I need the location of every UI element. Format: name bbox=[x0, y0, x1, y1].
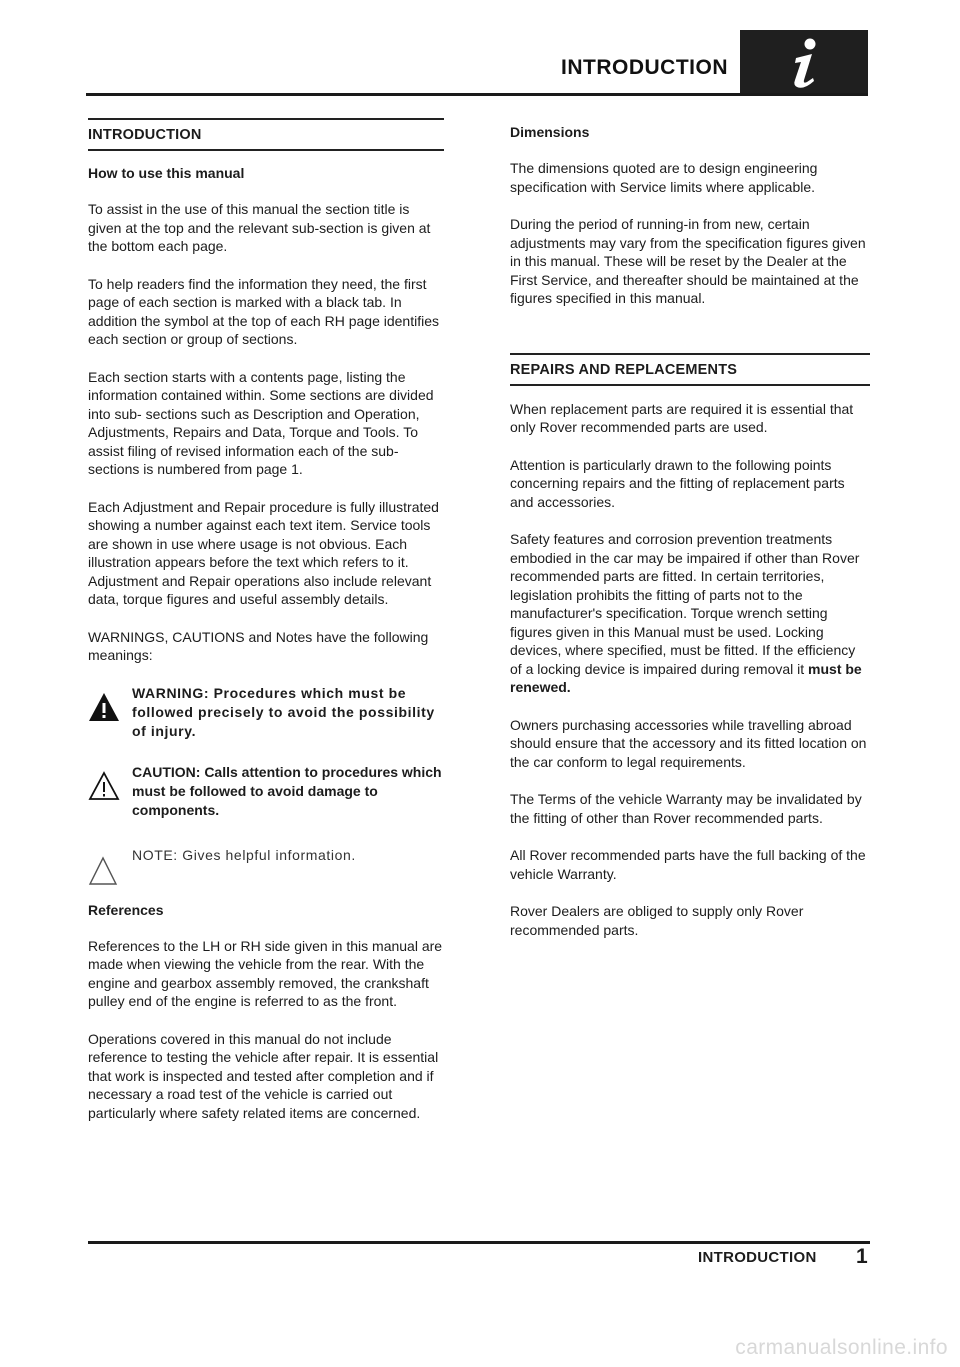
right-column bbox=[510, 124, 870, 958]
paragraph: Each Adjustment and Repair procedure is fully illustrated showing a number against each text item. Service tools are shown in use where usage is not obvious. Each illustration appears before the text which refers to it. Adjustment and Repair operations also include relevant data, torque figures and useful assembly details. bbox=[88, 498, 439, 607]
header-rule bbox=[86, 93, 868, 96]
paragraph: Operations covered in this manual do not include reference to testing the vehicle after repair. It is essential that work is inspected and tested after completion and if necessary a road test of the vehicle is carried out particularly where safety related items are concerned. bbox=[88, 1030, 439, 1121]
caution-notice bbox=[88, 763, 444, 820]
footer-rule bbox=[88, 1241, 870, 1244]
paragraph: Owners purchasing accessories while travelling abroad should ensure that the accessory and its fitted location on the car conform to legal requirements. bbox=[510, 716, 867, 770]
paragraph: References to the LH or RH side given in this manual are made when viewing the vehicle from the rear. With the engine and gearbox assembly removed, the crankshaft pulley end of the engine is referred to as the front. bbox=[88, 937, 443, 1009]
paragraph: All Rover recommended parts have the full backing of the vehicle Warranty. bbox=[510, 847, 866, 882]
section-title: INTRODUCTION bbox=[88, 127, 202, 143]
note-text: NOTE: Gives helpful information. bbox=[132, 846, 356, 863]
references-title: References bbox=[88, 901, 164, 918]
section-rule-bottom bbox=[510, 384, 870, 386]
paragraph: Attention is particularly drawn to the following points concerning repairs and the fitting of replacement parts and accessories. bbox=[510, 456, 845, 510]
warning-icon bbox=[88, 692, 120, 722]
paragraph: WARNINGS, CAUTIONS and Notes have the following meanings: bbox=[88, 628, 429, 663]
warning-text: WARNING: Procedures which must be followed precisely to avoid the possibility of injury. bbox=[132, 684, 435, 739]
paragraph: When replacement parts are required it is essential that only Rover recommended parts are used. bbox=[510, 400, 854, 435]
safety-bold-text: must be renewed. bbox=[510, 660, 862, 695]
header-title: INTRODUCTION bbox=[561, 56, 728, 79]
paragraph: During the period of running-in from new, certain adjustments may vary from the specification figures given in this manual. These will be reset by the Dealer at the First Service, and thereafter should be maintained at the figures specified in this manual. bbox=[510, 216, 866, 306]
paragraph: Rover Dealers are obliged to supply only Rover recommended parts. bbox=[510, 903, 804, 938]
dimensions-title: Dimensions bbox=[510, 124, 590, 140]
paragraph: To assist in the use of this manual the section title is given at the top and the relevant sub-section is given at the bottom each page. bbox=[88, 201, 431, 254]
note-notice bbox=[88, 842, 444, 880]
subhead-how-to-use: How to use this manual bbox=[88, 165, 245, 181]
safety-text: Safety features and corrosion prevention treatments embodied in the car may be impaired if other than Rover recommended parts are fitted. In certain territories, legislation prohibits the fitting of parts not to the manufacturer's specification. Torque wrench setting figures given in this Manual must be used. Locking devices, where specified, must be fitted. If the efficiency of a locking device is impaired during removal it bbox=[510, 531, 860, 677]
paragraph: The Terms of the vehicle Warranty may be invalidated by the fitting of other than Rover recommended parts. bbox=[510, 791, 862, 826]
paragraph: To help readers find the information they need, the first page of each section is marked with a black tab. In addition the symbol at the top of each RH page identifies each section or group of sections. bbox=[88, 275, 439, 347]
page-number: 1 bbox=[856, 1245, 868, 1268]
repairs-title: REPAIRS AND REPLACEMENTS bbox=[510, 361, 738, 378]
footer-section-title: INTRODUCTION bbox=[698, 1249, 817, 1266]
section-rule-top bbox=[510, 353, 870, 355]
caution-icon bbox=[88, 771, 120, 801]
paragraph-safety bbox=[510, 530, 870, 697]
section-rule-top bbox=[88, 118, 444, 120]
left-column bbox=[88, 118, 444, 1141]
paragraph: The dimensions quoted are to design engineering specification with Service limits where applicable. bbox=[510, 160, 818, 195]
section-tab bbox=[740, 30, 868, 94]
note-icon bbox=[88, 856, 118, 886]
watermark: carmanualsonline.info bbox=[735, 1336, 948, 1359]
section-rule-bottom bbox=[88, 149, 444, 151]
paragraph: Each section starts with a contents page, listing the information contained within. Some sections are divided into sub- sections such as Description and Operation, Adjustments, Repairs and Data, Torque and Tools. To assist filing of revised information each of the sub-sections is numbered from page 1. bbox=[88, 368, 434, 477]
info-icon bbox=[788, 36, 822, 90]
caution-text: CAUTION: Calls attention to procedures which must be followed to avoid damage to components. bbox=[132, 763, 442, 818]
warning-notice bbox=[88, 684, 444, 741]
